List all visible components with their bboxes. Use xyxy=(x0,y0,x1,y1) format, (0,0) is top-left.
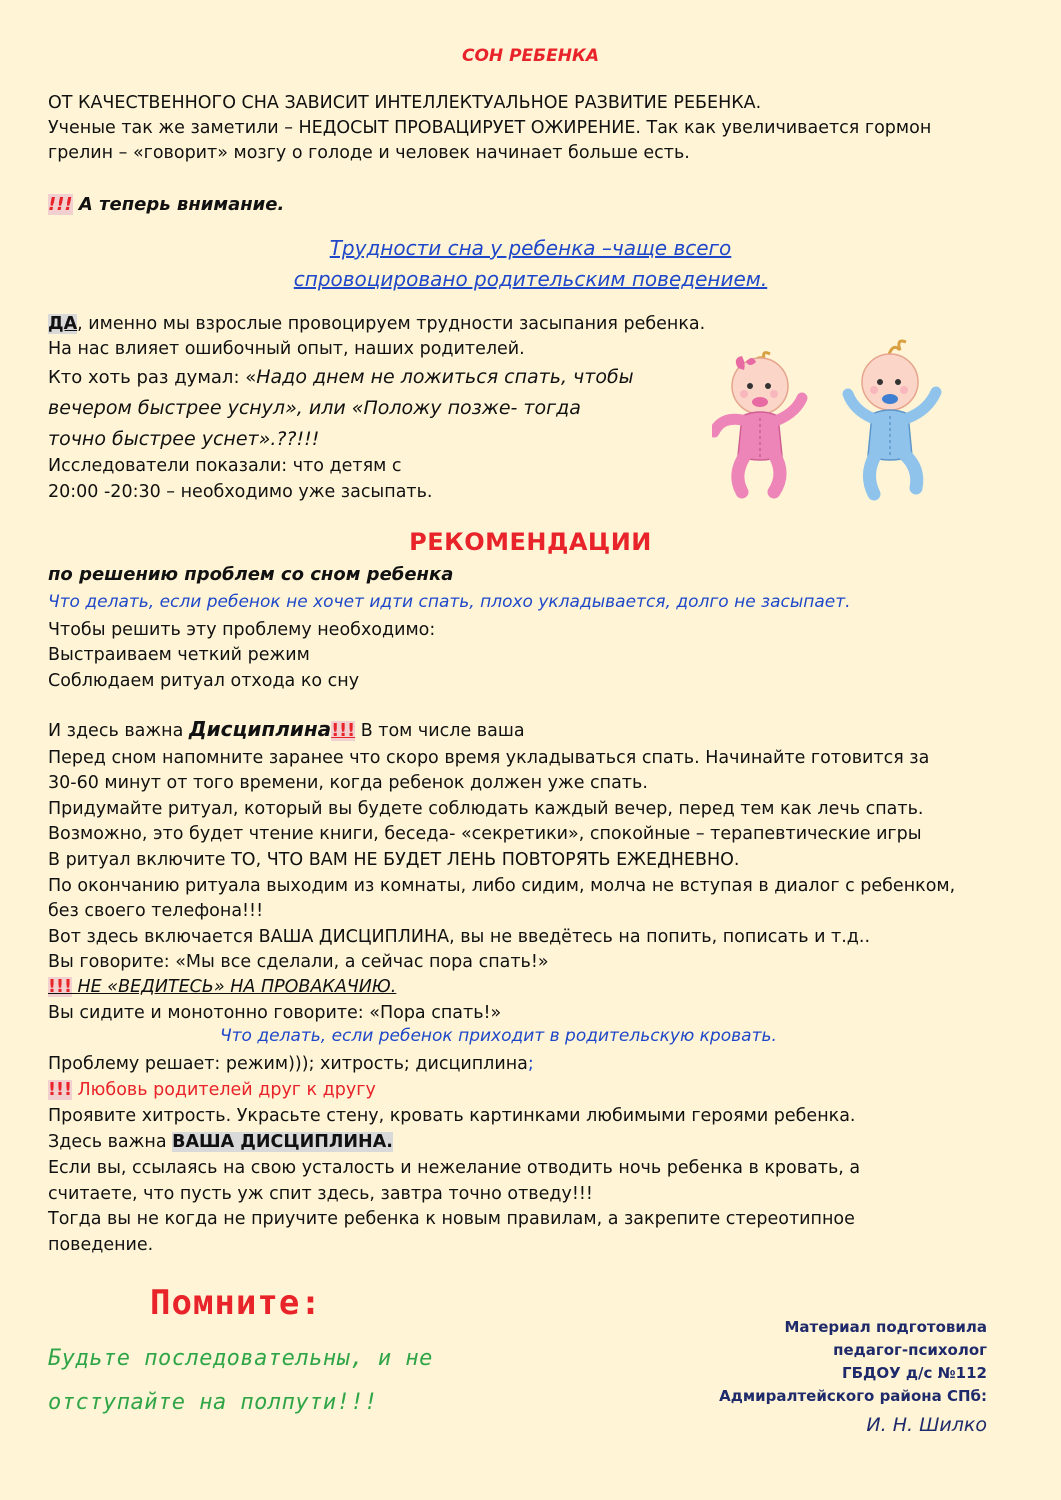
para1-line-1-rest: , именно мы взрослые провоцируем трудности засыпания ребенка. xyxy=(77,314,706,334)
discipline-bangs: !!! xyxy=(331,721,356,741)
signature-line-3: ГБДОУ д/с №112 xyxy=(842,1364,987,1382)
rec-p16: Тогда вы не когда не приучите ребенка к новым правилам, а закрепите стереотипное xyxy=(48,1209,855,1229)
para1-line-1 xyxy=(48,311,705,337)
remember-line-1: Будьте последовательны, и не xyxy=(48,1346,433,1371)
rec-p14: Если вы, ссылаясь на свою усталость и нежелание отводить ночь ребенка в кровать, а xyxy=(48,1158,861,1178)
rec-line-1: Чтобы решить эту проблему необходимо: xyxy=(48,620,436,640)
rec-p9: Вы говорите: «Мы все сделали, а сейчас пора спать!» xyxy=(48,952,549,972)
rec-p1: Перед сном напомните заранее что скоро время укладываться спать. Начинайте готовится за xyxy=(48,748,930,768)
rec-p10: Вы сидите и монотонно говорите: «Пора спать!» xyxy=(48,1003,502,1023)
recommendations-subtitle: по решению проблем со сном ребенка xyxy=(48,564,454,585)
love-text: Любовь родителей друг к другу xyxy=(71,1080,376,1100)
blue-baby-icon xyxy=(848,341,936,494)
page-title: СОН РЕБЕНКА xyxy=(462,46,599,66)
para1-line-3 xyxy=(48,362,634,393)
recommendations-title: РЕКОМЕНДАЦИИ xyxy=(409,528,652,556)
rec-p6: По окончанию ритуала выходим из комнаты, либо сидим, молча не вступая в диалог с ребенком, xyxy=(48,876,956,896)
para1-line-3-start: Кто хоть раз думал: « xyxy=(48,367,257,388)
remember-title: Помните: xyxy=(150,1283,322,1323)
pink-baby-icon xyxy=(714,353,802,492)
intro-line-3: грелин – «говорит» мозгу о голоде и человек начинает больше есть. xyxy=(48,143,690,163)
para1-line-5: точно быстрее уснет».??!!! xyxy=(48,428,320,450)
para1-line-7: 20:00 -20:30 – необходимо уже засыпать. xyxy=(48,482,433,502)
difficulty-line-1: Трудности сна у ребенка –чаще всего xyxy=(329,236,732,260)
rec-p7: без своего телефона!!! xyxy=(48,901,264,921)
babies-illustration xyxy=(712,336,952,502)
rec-p5: В ритуал включите ТО, ЧТО ВАМ НЕ БУДЕТ ЛЕНЬ ПОВТОРЯТЬ ЕЖЕДНЕВНО. xyxy=(48,850,740,870)
warning-text: НЕ «ВЕДИТЕСЬ» НА ПРОВАКАЧИЮ. xyxy=(71,977,397,997)
discipline-start: И здесь важна xyxy=(48,721,189,741)
para1-line-3-italic: Надо днем не ложиться спать, чтобы xyxy=(256,366,634,388)
attention-bangs: !!! xyxy=(48,194,73,215)
para1-line-4: вечером быстрее уснул», или «Положу позже- тогда xyxy=(48,397,581,419)
love-line xyxy=(48,1077,376,1103)
signature-line-1: Материал подготовила xyxy=(784,1318,987,1336)
intro-line-2: Ученые так же заметили – НЕДОСЫТ ПРОВАЦИРУЕТ ОЖИРЕНИЕ. Так как увеличивается гормон xyxy=(48,118,932,138)
rec-p13-highlight: ВАША ДИСЦИПЛИНА. xyxy=(172,1132,393,1152)
rec-p4: Возможно, это будет чтение книги, беседа- «секретики», спокойные – терапевтические игры xyxy=(48,824,922,844)
signature-name: И. Н. Шилко xyxy=(866,1414,987,1436)
para1-line-2: На нас влияет ошибочный опыт, наших родителей. xyxy=(48,339,525,359)
rec-p11-text: Проблему решает: режим))); хитрость; дисциплина xyxy=(48,1054,528,1074)
rec-line-2: Выстраиваем четкий режим xyxy=(48,645,310,665)
difficulty-line-2: спровоцировано родительским поведением. xyxy=(293,267,768,291)
rec-p11 xyxy=(48,1051,534,1077)
rec-p8: Вот здесь включается ВАША ДИСЦИПЛИНА, вы не введётесь на попить, пописать и т.д.. xyxy=(48,927,871,947)
question-2: Что делать, если ребенок приходит в родительскую кровать. xyxy=(220,1026,777,1046)
rec-p17: поведение. xyxy=(48,1235,154,1255)
attention-text: А теперь внимание. xyxy=(72,194,285,215)
intro-line-1: ОТ КАЧЕСТВЕННОГО СНА ЗАВИСИТ ИНТЕЛЛЕКТУАЛЬНОЕ РАЗВИТИЕ РЕБЕНКА. xyxy=(48,93,762,113)
rec-p3: Придумайте ритуал, который вы будете соблюдать каждый вечер, перед тем как лечь спать. xyxy=(48,799,924,819)
para1-line-6: Исследователи показали: что детям с xyxy=(48,456,402,476)
attention-line xyxy=(48,194,284,215)
love-bangs: !!! xyxy=(48,1080,72,1100)
question-1: Что делать, если ребенок не хочет идти спать, плохо укладывается, долго не засыпает. xyxy=(48,592,851,612)
rec-p13-start: Здесь важна xyxy=(48,1132,173,1152)
rec-line-3: Соблюдаем ритуал отхода ко сну xyxy=(48,671,360,691)
signature-line-4: Адмиралтейского района СПб: xyxy=(719,1387,987,1405)
discipline-word: Дисциплина xyxy=(188,717,332,741)
rec-p13 xyxy=(48,1129,393,1155)
rec-p12: Проявите хитрость. Украсьте стену, кровать картинками любимыми героями ребенка. xyxy=(48,1106,856,1126)
warning-bangs: !!! xyxy=(48,977,72,997)
discipline-line xyxy=(48,716,525,744)
rec-p15: считаете, что пусть уж спит здесь, завтра точно отведу!!! xyxy=(48,1184,593,1204)
rec-p11-end: ; xyxy=(527,1054,534,1074)
remember-line-2: отступайте на полпути!!! xyxy=(48,1390,378,1415)
discipline-end: В том числе ваша xyxy=(355,721,525,741)
da-word: ДА xyxy=(48,314,78,334)
warning-line xyxy=(48,974,396,1000)
rec-p2: 30-60 минут от того времени, когда ребенок должен уже спать. xyxy=(48,773,648,793)
signature-line-2: педагог-психолог xyxy=(833,1341,987,1359)
